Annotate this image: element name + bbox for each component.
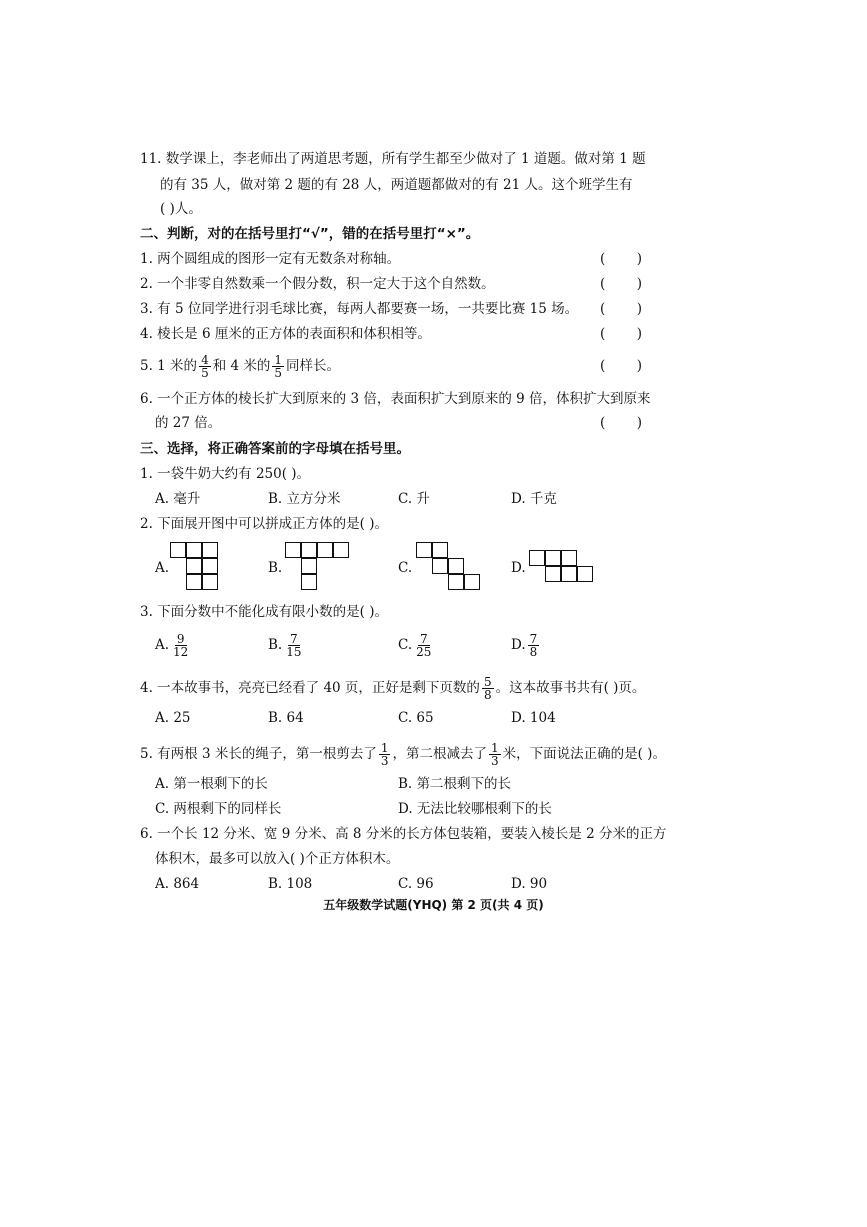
fraction: $\frac{7}{8}$ [529, 632, 538, 659]
fraction: $\frac{7}{25}$ [416, 632, 432, 659]
choice-q1-option-a[interactable]: A. 毫升 [155, 491, 201, 507]
judge-item-6-line-2: 的 27 倍。 [155, 415, 222, 431]
choice-q4-option-d[interactable]: D. 104 [511, 710, 556, 726]
choice-q2-option-d[interactable]: D. [511, 560, 526, 576]
choice-q1-option-d[interactable]: D. 千克 [511, 491, 557, 507]
choice-q1-option-c[interactable]: C. 升 [398, 491, 430, 507]
choice-q5-option-c[interactable]: C. 两根剩下的同样长 [155, 801, 282, 817]
choice-q2-option-b[interactable]: B. [268, 560, 283, 576]
choice-q6-line-1: 6. 一个长 12 分米、宽 9 分米、高 8 分米的长方体包装箱，要装入棱长是 2 分米的正方 [140, 826, 667, 842]
choice-q5-stem: 5. 有两根 3 米长的绳子，第一根剪去了 $\frac{1}{3}$ ，第二根减去了 $\frac{1}{3}$ 米，下面说法正确的是( )。 [140, 741, 666, 768]
judge-item-2: 2. 一个非零自然数乘一个假分数，积一定大于这个自然数。 [140, 276, 495, 292]
judge-answer-1[interactable]: ( ) [600, 251, 642, 267]
choice-q5-option-b[interactable]: B. 第二根剩下的长 [398, 776, 512, 792]
choice-q4-option-a[interactable]: A. 25 [155, 710, 191, 726]
judge-item-5: 5. 1 米的 $\frac{4}{5}$ 和 4 米的 $\frac{1}{5}$ 同样长。 [140, 353, 341, 380]
judge-answer-4[interactable]: ( ) [600, 326, 642, 342]
judge-answer-2[interactable]: ( ) [600, 276, 642, 292]
judge-item-4: 4. 棱长是 6 厘米的正方体的表面积和体积相等。 [140, 326, 431, 342]
judge-answer-3[interactable]: ( ) [600, 301, 642, 317]
q11-line-2: 的有 35 人，做对第 2 题的有 28 人，两道题都做对的有 21 人。这个班学生有 [160, 177, 633, 193]
judge-item-6-line-1: 6. 一个正方体的棱长扩大到原来的 3 倍，表面积扩大到原来的 9 倍，体积扩大到原来 [140, 391, 651, 407]
q11-line-1: 11. 数学课上，李老师出了两道思考题，所有学生都至少做对了 1 道题。做对第 1 题 [140, 151, 646, 167]
fraction: $\frac{4}{5}$ [201, 353, 209, 380]
choice-q1-option-b[interactable]: B. 立方分米 [268, 491, 341, 507]
page-footer: 五年级数学试题(YHQ) 第 2 页(共 4 页) [323, 898, 544, 912]
choice-q4-option-b[interactable]: B. 64 [268, 710, 304, 726]
choice-q3-option-b[interactable]: B. $\frac{7}{15}$ [268, 632, 302, 659]
section-2-title: 二、判断，对的在括号里打“√”，错的在括号里打“×”。 [140, 226, 480, 242]
choice-q5-option-d[interactable]: D. 无法比较哪根剩下的长 [398, 801, 552, 817]
judge-item-1: 1. 两个圆组成的图形一定有无数条对称轴。 [140, 251, 401, 267]
choice-q6-option-d[interactable]: D. 90 [511, 876, 548, 892]
fraction: $\frac{5}{8}$ [483, 675, 492, 702]
choice-q3-stem: 3. 下面分数中不能化成有限小数的是( )。 [140, 604, 388, 620]
choice-q4-stem: 4. 一本故事书，亮亮已经看了 40 页，正好是剩下页数的 $\frac{5}{8}$ 。这本故事书共有( )页。 [140, 675, 646, 702]
choice-q6-option-b[interactable]: B. 108 [268, 876, 313, 892]
fraction: $\frac{1}{3}$ [380, 741, 389, 768]
choice-q3-option-a[interactable]: A. $\frac{9}{12}$ [155, 632, 189, 659]
choice-q6-line-2: 体积木，最多可以放入( )个正方体积木。 [155, 851, 400, 867]
choice-q4-option-c[interactable]: C. 65 [398, 710, 434, 726]
q11-line-3: ( )人。 [160, 201, 202, 217]
judge-answer-5[interactable]: ( ) [600, 358, 642, 374]
choice-q3-option-d[interactable]: D. $\frac{7}{8}$ [511, 632, 538, 659]
fraction: $\frac{9}{12}$ [173, 632, 189, 659]
choice-q2-stem: 2. 下面展开图中可以拼成正方体的是( )。 [140, 516, 388, 532]
choice-q2-option-c[interactable]: C. [398, 560, 413, 576]
choice-q2-option-a[interactable]: A. [155, 560, 170, 576]
judge-item-3: 3. 有 5 位同学进行羽毛球比赛，每两人都要赛一场，一共要比赛 15 场。 [140, 301, 579, 317]
judge-answer-6[interactable]: ( ) [600, 415, 642, 431]
choice-q6-option-a[interactable]: A. 864 [155, 876, 200, 892]
fraction: $\frac{1}{3}$ [490, 741, 499, 768]
choice-q3-option-c[interactable]: C. $\frac{7}{25}$ [398, 632, 432, 659]
fraction: $\frac{7}{15}$ [286, 632, 302, 659]
choice-q5-option-a[interactable]: A. 第一根剩下的长 [155, 776, 268, 792]
choice-q1-stem: 1. 一袋牛奶大约有 250( )。 [140, 466, 311, 482]
choice-q6-option-c[interactable]: C. 96 [398, 876, 434, 892]
fraction: $\frac{1}{5}$ [274, 353, 283, 380]
section-3-title: 三、选择，将正确答案前的字母填在括号里。 [140, 441, 410, 457]
